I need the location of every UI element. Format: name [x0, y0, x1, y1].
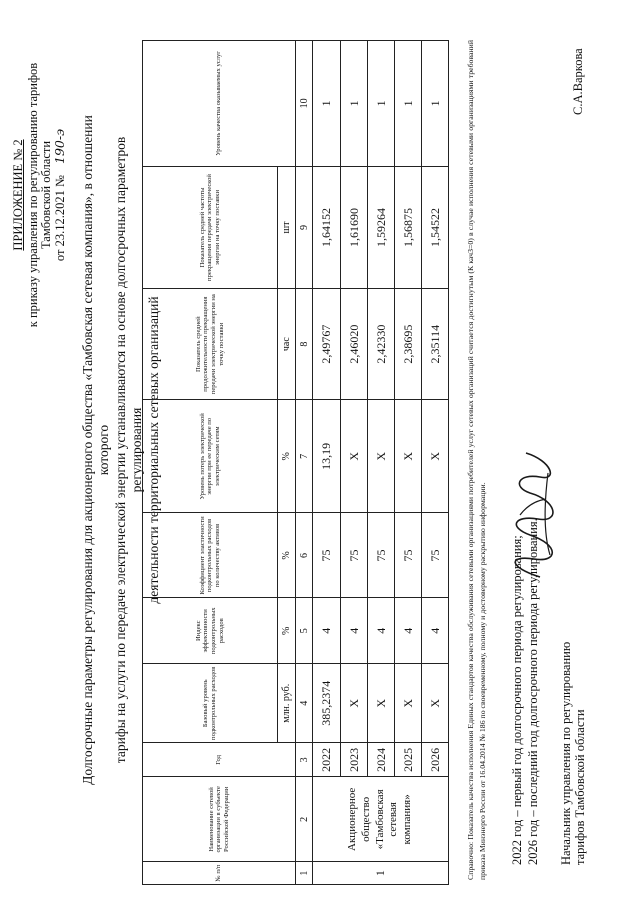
base-cell: X	[341, 664, 368, 743]
title-line1: Долгосрочные параметры регулирования для акционерного общества «Тамбовская сетевая компания», в отношении которого	[80, 115, 112, 785]
header-elasticity: Коэффициент эластичности подконтрольных расходов по количеству активов	[143, 513, 278, 598]
col-number: 2	[296, 777, 313, 862]
order-number-handwritten: 190-э	[52, 128, 68, 164]
col-number: 1	[296, 862, 313, 885]
table-row	[341, 41, 368, 885]
unit-index: %	[278, 598, 296, 664]
header-base: Базовый уровень подконтрольных расходов	[143, 664, 278, 743]
unit-base: млн. руб.	[278, 664, 296, 743]
quality-cell: 1	[422, 41, 449, 167]
saidi-cell: 2,49767	[313, 289, 341, 400]
col-number: 3	[296, 743, 313, 777]
elasticity-cell: 75	[395, 513, 422, 598]
first-year-line: 2022 год – первый год долгосрочного периода регулирования;	[510, 535, 524, 865]
year-cell: 2024	[368, 743, 395, 777]
table-row	[395, 41, 422, 885]
index-cell: 4	[341, 598, 368, 664]
header-losses: Уровень потерь электрической энергии при ее передаче по электрическим сетям	[143, 400, 278, 513]
elasticity-cell: 75	[341, 513, 368, 598]
losses-cell: X	[395, 400, 422, 513]
unit-elasticity: %	[278, 513, 296, 598]
year-cell: 2022	[313, 743, 341, 777]
title-line3: деятельности территориальных сетевых организаций	[145, 296, 161, 604]
column-numbers-row	[296, 41, 313, 885]
header-index: Индекс эффективности подконтрольных расходов	[143, 598, 278, 664]
header-quality: Уровень качества оказываемых услуг	[143, 41, 296, 167]
elasticity-cell: 75	[313, 513, 341, 598]
table-row	[368, 41, 395, 885]
elasticity-cell: 75	[422, 513, 449, 598]
base-cell: X	[368, 664, 395, 743]
index-cell: 4	[422, 598, 449, 664]
saidi-cell: 2,38695	[395, 289, 422, 400]
base-cell: X	[395, 664, 422, 743]
saifi-cell: 1,61690	[341, 166, 368, 288]
base-cell: 385,2374	[313, 664, 341, 743]
col-number: 6	[296, 513, 313, 598]
col-number: 9	[296, 166, 313, 288]
order-date: от 23.12.2021 №	[53, 175, 68, 262]
saifi-cell: 1,54522	[422, 166, 449, 288]
appendix-line2: к приказу управления по регулированию тарифов	[26, 62, 41, 328]
quality-cell: 1	[395, 41, 422, 167]
signatory-position	[560, 545, 588, 865]
index-cell: 4	[313, 598, 341, 664]
last-year-line: 2026 год – последний год долгосрочного периода регулирования.	[525, 518, 540, 865]
appendix-header	[12, 45, 68, 345]
quality-cell: 1	[313, 41, 341, 167]
appendix-date	[53, 45, 67, 345]
row-number: 1	[313, 862, 449, 885]
position-line1: Начальник управления по регулированию	[559, 641, 573, 865]
header-org: Наименование сетевой организации в субъекте Российской Федерации	[143, 777, 296, 862]
position-line2: тарифов Тамбовской области	[572, 709, 587, 865]
index-cell: 4	[368, 598, 395, 664]
appendix-title: ПРИЛОЖЕНИЕ № 2	[11, 139, 25, 251]
base-cell: X	[422, 664, 449, 743]
signatory-name: С.А.Варкова	[571, 48, 585, 115]
col-number: 4	[296, 664, 313, 743]
quality-cell: 1	[368, 41, 395, 167]
col-number: 5	[296, 598, 313, 664]
saifi-cell: 1,59264	[368, 166, 395, 288]
index-cell: 4	[395, 598, 422, 664]
col-number: 8	[296, 289, 313, 400]
losses-cell: X	[368, 400, 395, 513]
unit-losses: %	[278, 400, 296, 513]
org-name: Акционерное общество «Тамбовская сетевая компания»	[313, 777, 449, 862]
saifi-cell: 1,64152	[313, 166, 341, 288]
elasticity-cell: 75	[368, 513, 395, 598]
year-cell: 2025	[395, 743, 422, 777]
losses-cell: 13,19	[313, 400, 341, 513]
losses-cell: X	[341, 400, 368, 513]
losses-cell: X	[422, 400, 449, 513]
header-saidi: Показатель средней продолжительности прекращения передачи электрической энергии на точку поставки	[143, 289, 278, 400]
year-cell: 2023	[341, 743, 368, 777]
header-row	[143, 41, 278, 885]
header-saifi: Показатель средней частоты прекращения передачи электрической энергии на точку поставки	[143, 166, 278, 288]
col-number: 7	[296, 400, 313, 513]
appendix-line3: Тамбовской области	[39, 140, 54, 250]
saidi-cell: 2,35114	[422, 289, 449, 400]
saifi-cell: 1,56875	[395, 166, 422, 288]
title-line2: тарифы на услуги по передаче электрической энергии устанавливаются на основе долгосрочных параметров регулирования	[112, 136, 145, 764]
col-number: 10	[296, 41, 313, 167]
unit-saifi: шт	[278, 166, 296, 288]
reference-note: Справочно: Показатель качества исполнения Единых стандартов качества обслуживания сетевыми организациями потребителей услуг сетевых организаций считается достигнутым (К кач3=0) в случае исполнения сетевыми организациями требований приказа Минэнерго России от 16.04.2014 № 186 по своевременному, полному и достоверному раскрытию информации.	[466, 40, 487, 880]
table-row	[422, 41, 449, 885]
saidi-cell: 2,42330	[368, 289, 395, 400]
unit-saidi: час	[278, 289, 296, 400]
saidi-cell: 2,46020	[341, 289, 368, 400]
table-row	[313, 41, 341, 885]
quality-cell: 1	[341, 41, 368, 167]
year-cell: 2026	[422, 743, 449, 777]
header-num: № п/п	[143, 862, 296, 885]
header-year: Год	[143, 743, 296, 777]
parameters-table	[142, 40, 449, 885]
